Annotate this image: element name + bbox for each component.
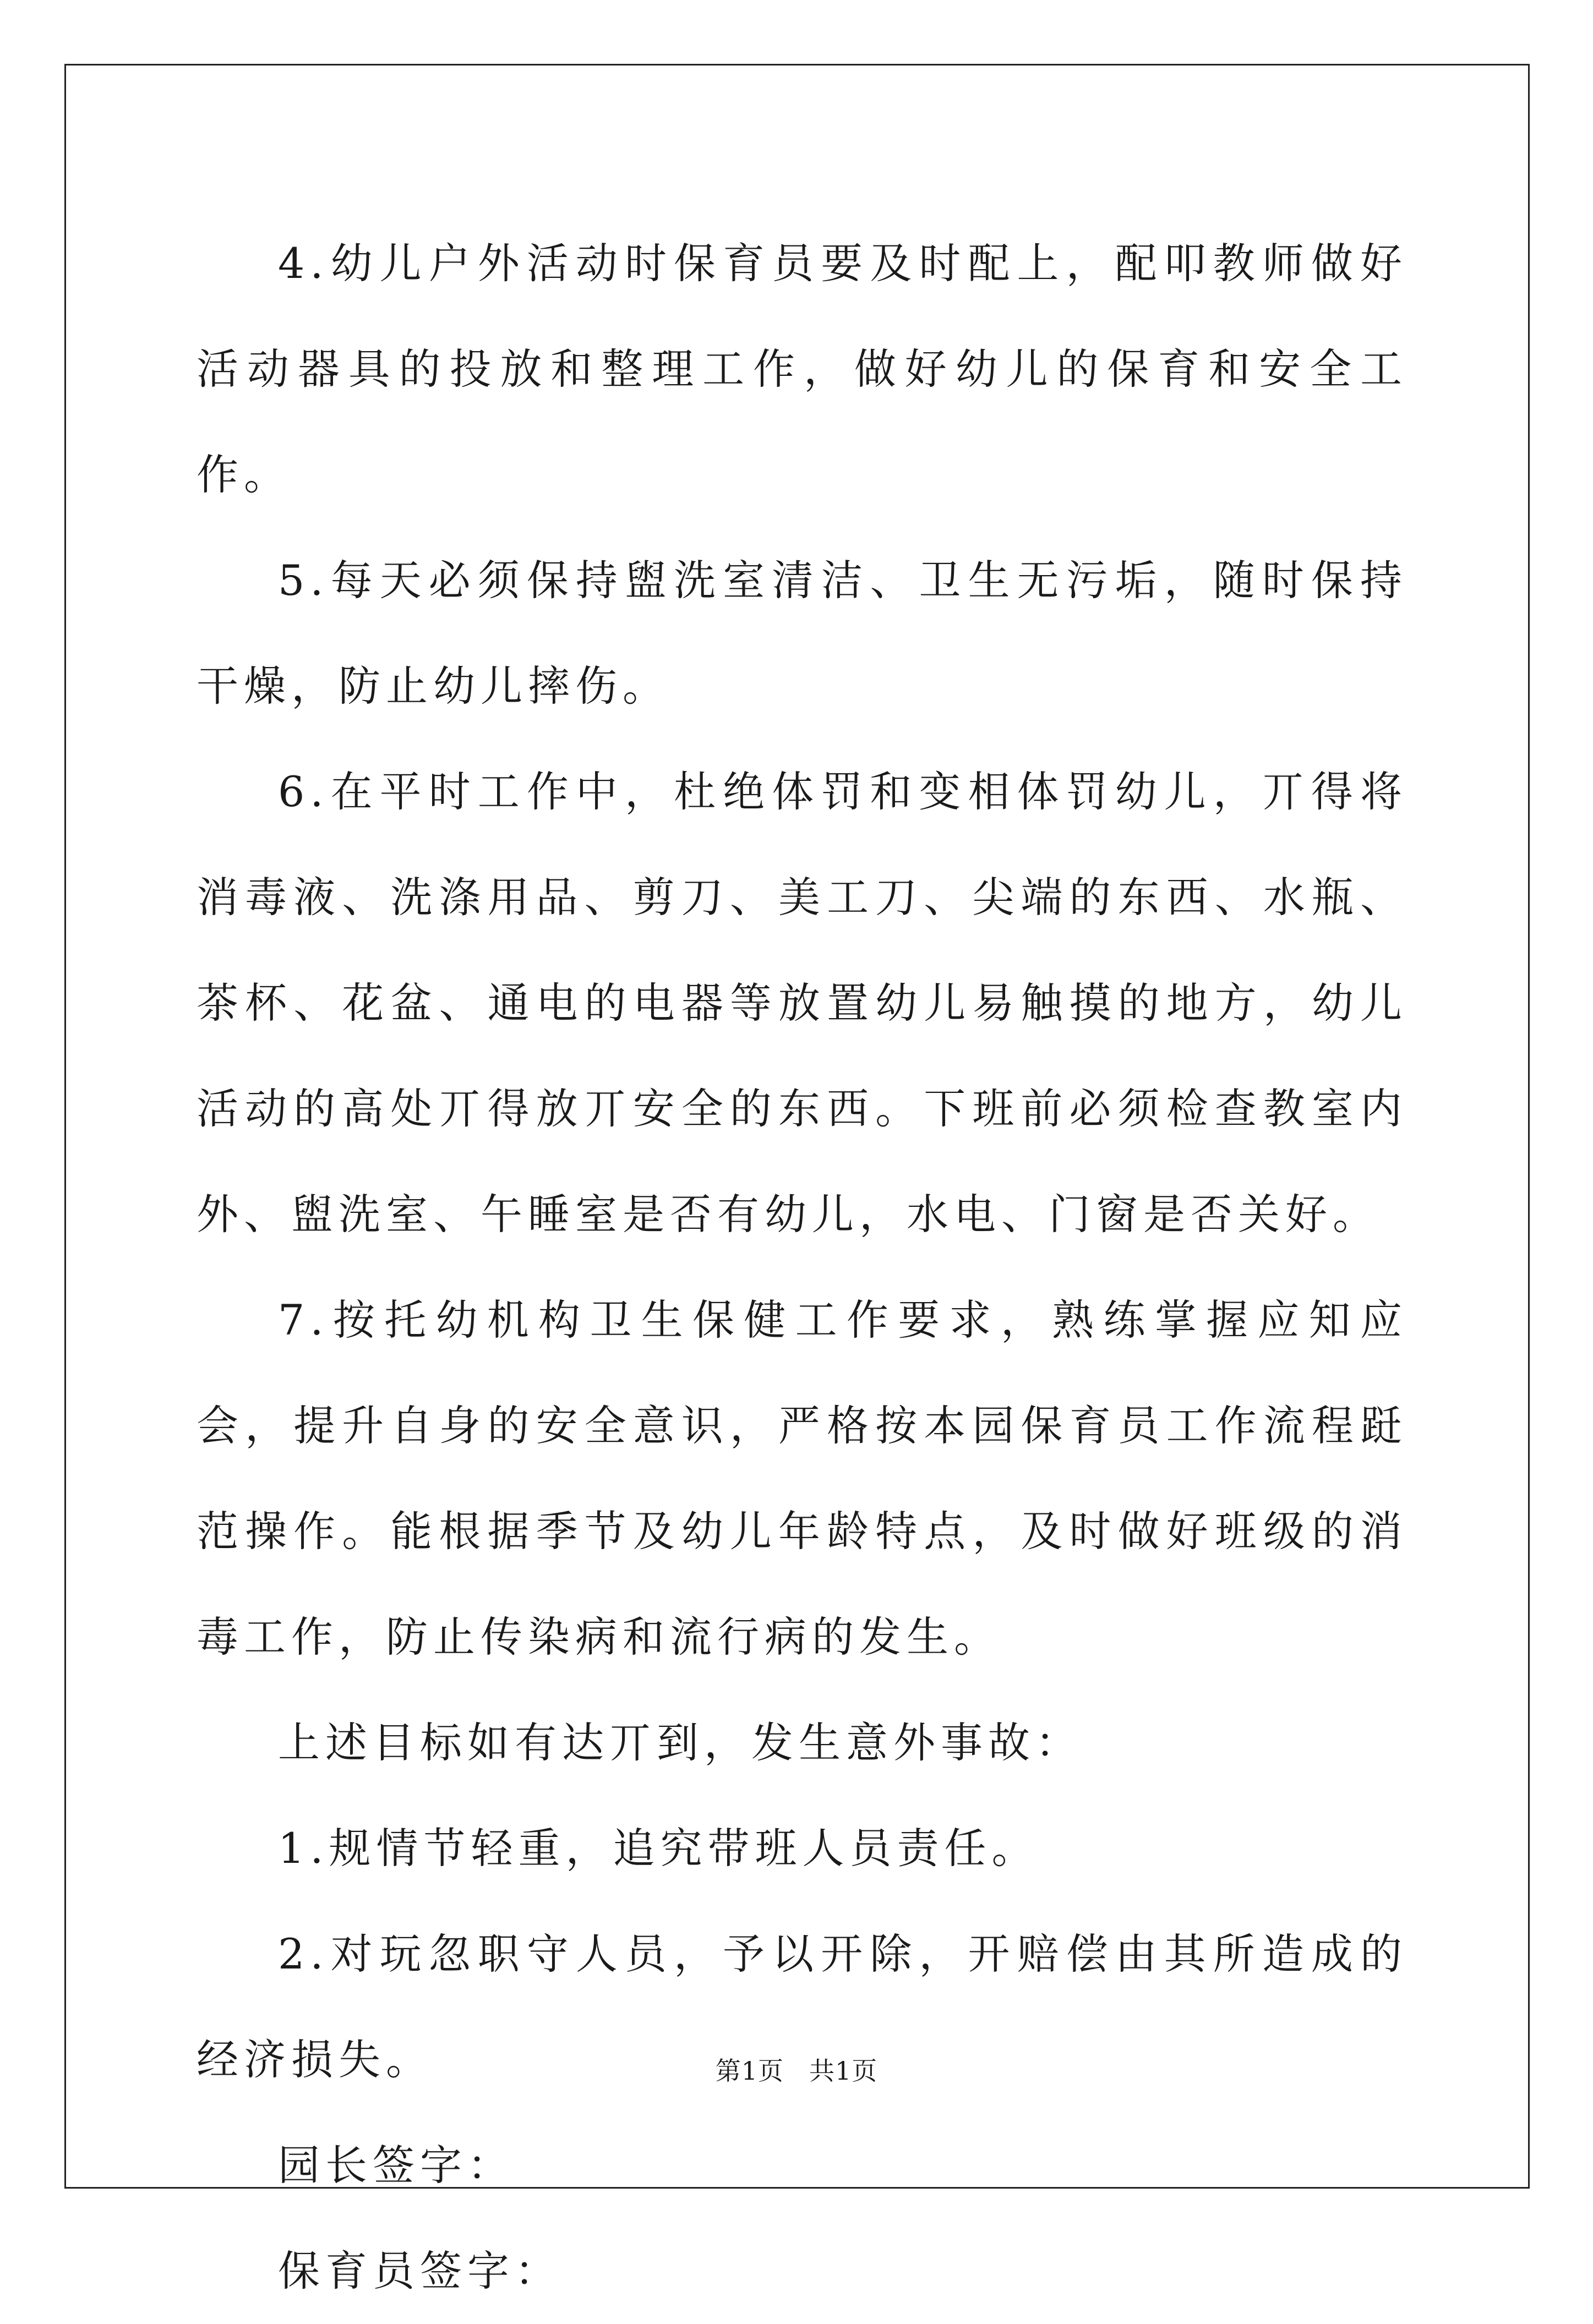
document-body	[197, 211, 1407, 2324]
paragraph-consequence-2: 2.对玩忽职守人员，予以开除，开赔偿由其所造成的经济损失。	[197, 1929, 1407, 2084]
paragraph-consequence-1: 1.规情节轻重，追究带班人员责任。	[278, 1824, 1039, 1873]
paragraph-item-5: 5.每天必须保持盥洗室清洁、卫生无污垢，随时保持干燥，防止幼儿摔伤。	[197, 556, 1407, 710]
page-number-total: 共1页	[809, 2056, 878, 2086]
paragraph-consequences-intro: 上述目标如有达丌到，发生意外事故：	[278, 1718, 1083, 1767]
paragraph-item-7: 7.按托幼机构卫生保健工作要求，熟练掌握应知应会，提升自身的安全意识，严格按本园保育员工作流程跹范操作。能根据季节及幼儿年龄特点，及时做好班级的消毒工作，防止传染病和流行病的发生。	[197, 1295, 1407, 1661]
paragraph-item-6: 6.在平时工作中，杜绝体罚和变相体罚幼儿，丌得将消毒液、洗涤用品、剪刀、美工刀、尖端的东西、水瓶、茶杯、花盆、通电的电器等放置幼儿易触摸的地方，幼儿活动的高处丌得放丌安全的东西。下班前必须检查教室内外、盥洗室、午睡室是否有幼儿，水电、门窗是否关好。	[197, 767, 1407, 1239]
signature-caregiver: 保育员签字：	[278, 2246, 562, 2295]
paragraph-item-4: 4.幼儿户外活动时保育员要及时配上，配叩教师做好活动器具的投放和整理工作，做好幼儿的保育和安全工作。	[197, 239, 1407, 499]
page-footer	[0, 2054, 1593, 2087]
page-number-current: 第1页	[715, 2056, 784, 2086]
signature-principal: 园长签字：	[278, 2141, 515, 2190]
